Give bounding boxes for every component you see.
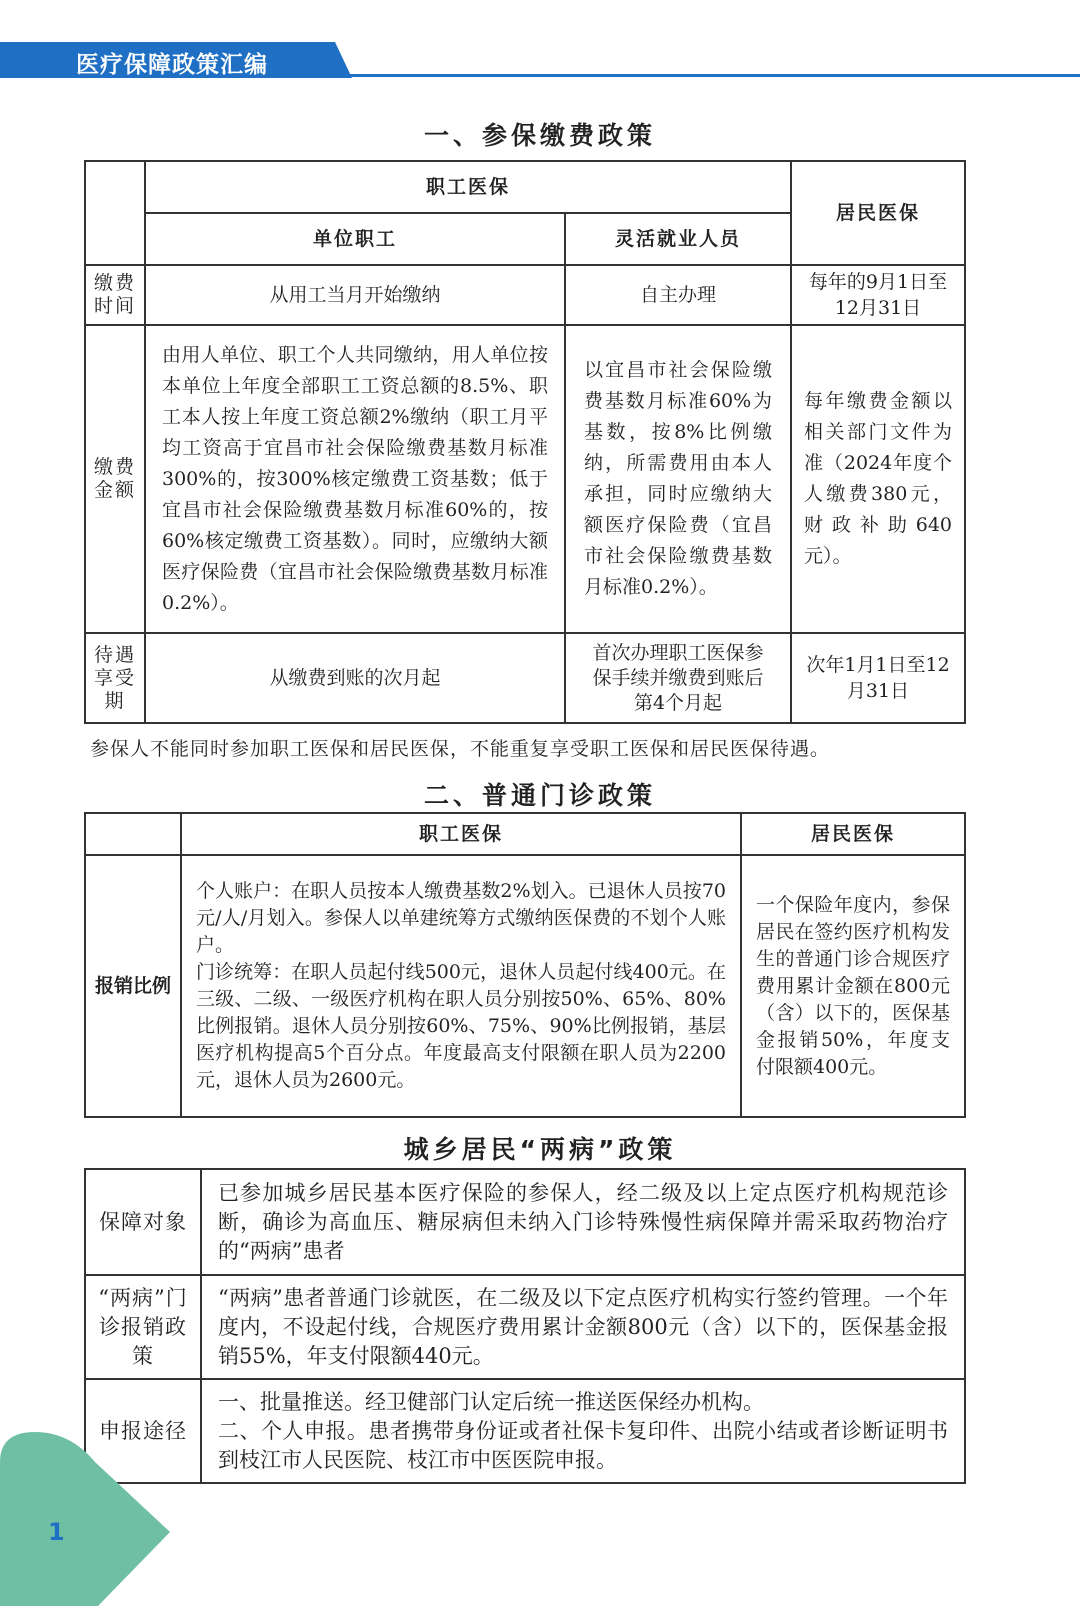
page-number: 1 xyxy=(48,1518,65,1546)
corner-cell xyxy=(85,813,181,855)
row-label-application: 申报途径 xyxy=(85,1379,201,1483)
header-rule xyxy=(330,74,1080,77)
row-label-coverage: 保障对象 xyxy=(85,1169,201,1275)
personal-account-text: 个人账户：在职人员按本人缴费基数2%划入。已退休人员按70元/人/月划入。参保人以单建统筹方式缴纳医保费的不划个人账户。 xyxy=(196,880,726,956)
row-label-benefit: 待遇享受期 xyxy=(85,633,145,723)
application-individual-text: 二、个人申报。患者携带身份证或者社保卡复印件、出院小结或者诊断证明书到枝江市人民医院、枝江市中医医院申报。 xyxy=(218,1418,948,1472)
header-unit-employee: 单位职工 xyxy=(145,213,565,265)
benefit-flexible: 首次办理职工医保参保手续并缴费到账后第4个月起 xyxy=(565,633,791,723)
row-label-two-diseases-policy: “两病”门诊报销政策 xyxy=(85,1275,201,1379)
section2-title: 二、普通门诊政策 xyxy=(423,781,656,810)
time-flexible: 自主办理 xyxy=(565,265,791,325)
row-label-amount: 缴费金额 xyxy=(85,325,145,633)
resident-outpatient-text: 一个保险年度内，参保居民在签约医疗机构发生的普通门诊合规医疗费用累计金额在800元（含）以下的，医保基金报销50%，年度支付限额400元。 xyxy=(741,855,965,1117)
amount-flexible: 以宜昌市社会保险缴费基数月标准60%为基数，按8%比例缴纳，所需费用由本人承担，同时应缴纳大额医疗保险费（宜昌市社会保险缴费基数月标准0.2%）。 xyxy=(565,325,791,633)
two-diseases-table xyxy=(84,1168,966,1484)
header-title: 医疗保障政策汇编 xyxy=(76,52,268,78)
header-resident: 居民医保 xyxy=(791,161,965,265)
header-employee: 职工医保 xyxy=(145,161,791,213)
two-diseases-policy-text: “两病”患者普通门诊就医，在二级及以下定点医疗机构实行签约管理。一个年度内，不设起付线，合规医疗费用累计金额800元（含）以下的，医保基金报销55%，年支付限额440元。 xyxy=(201,1275,965,1379)
row-label-time: 缴费时间 xyxy=(85,265,145,325)
application-batch-text: 一、批量推送。经卫健部门认定后统一推送医保经办机构。 xyxy=(218,1389,764,1414)
row-label-reimbursement: 报销比例 xyxy=(85,855,181,1117)
amount-resident: 每年缴费金额以相关部门文件为准（2024年度个人缴费380元，财政补助640元）。 xyxy=(791,325,965,633)
enrollment-table xyxy=(84,160,966,724)
section1-title: 一、参保缴费政策 xyxy=(423,121,656,150)
enrollment-note: 参保人不能同时参加职工医保和居民医保，不能重复享受职工医保和居民医保待遇。 xyxy=(90,738,831,760)
coverage-text: 已参加城乡居民基本医疗保险的参保人，经二级及以上定点医疗机构规范诊断，确诊为高血压、糖尿病但未纳入门诊特殊慢性病保障并需采取药物治疗的“两病”患者 xyxy=(201,1169,965,1275)
header-resident: 居民医保 xyxy=(741,813,965,855)
benefit-resident: 次年1月1日至12月31日 xyxy=(791,633,965,723)
benefit-unit: 从缴费到账的次月起 xyxy=(145,633,565,723)
time-unit: 从用工当月开始缴纳 xyxy=(145,265,565,325)
outpatient-table xyxy=(84,812,966,1118)
outpatient-pooling-text: 门诊统筹：在职人员起付线500元，退休人员起付线400元。在三级、二级、一级医疗机构在职人员分别按50%、65%、80%比例报销。退休人员分别按60%、75%、90%比例报销，基层医疗机构提高5个百分点。年度最高支付限额在职人员为2200元，退休人员为2600元。 xyxy=(196,961,726,1091)
corner-cell xyxy=(85,161,145,265)
header-employee: 职工医保 xyxy=(181,813,741,855)
header-flexible-employee: 灵活就业人员 xyxy=(565,213,791,265)
amount-unit: 由用人单位、职工个人共同缴纳，用人单位按本单位上年度全部职工工资总额的8.5%、职工本人按上年度工资总额2%缴纳（职工月平均工资高于宜昌市社会保险缴费基数月标准300%的，按300%核定缴费工资基数；低于宜昌市社会保险缴费基数月标准60%的，按60%核定缴费工资基数）。同时，应缴纳大额医疗保险费（宜昌市社会保险缴费基数月标准0.2%）。 xyxy=(145,325,565,633)
time-resident: 每年的9月1日至12月31日 xyxy=(791,265,965,325)
section3-title: 城乡居民“两病”政策 xyxy=(403,1135,677,1164)
corner-decoration xyxy=(0,1432,170,1606)
